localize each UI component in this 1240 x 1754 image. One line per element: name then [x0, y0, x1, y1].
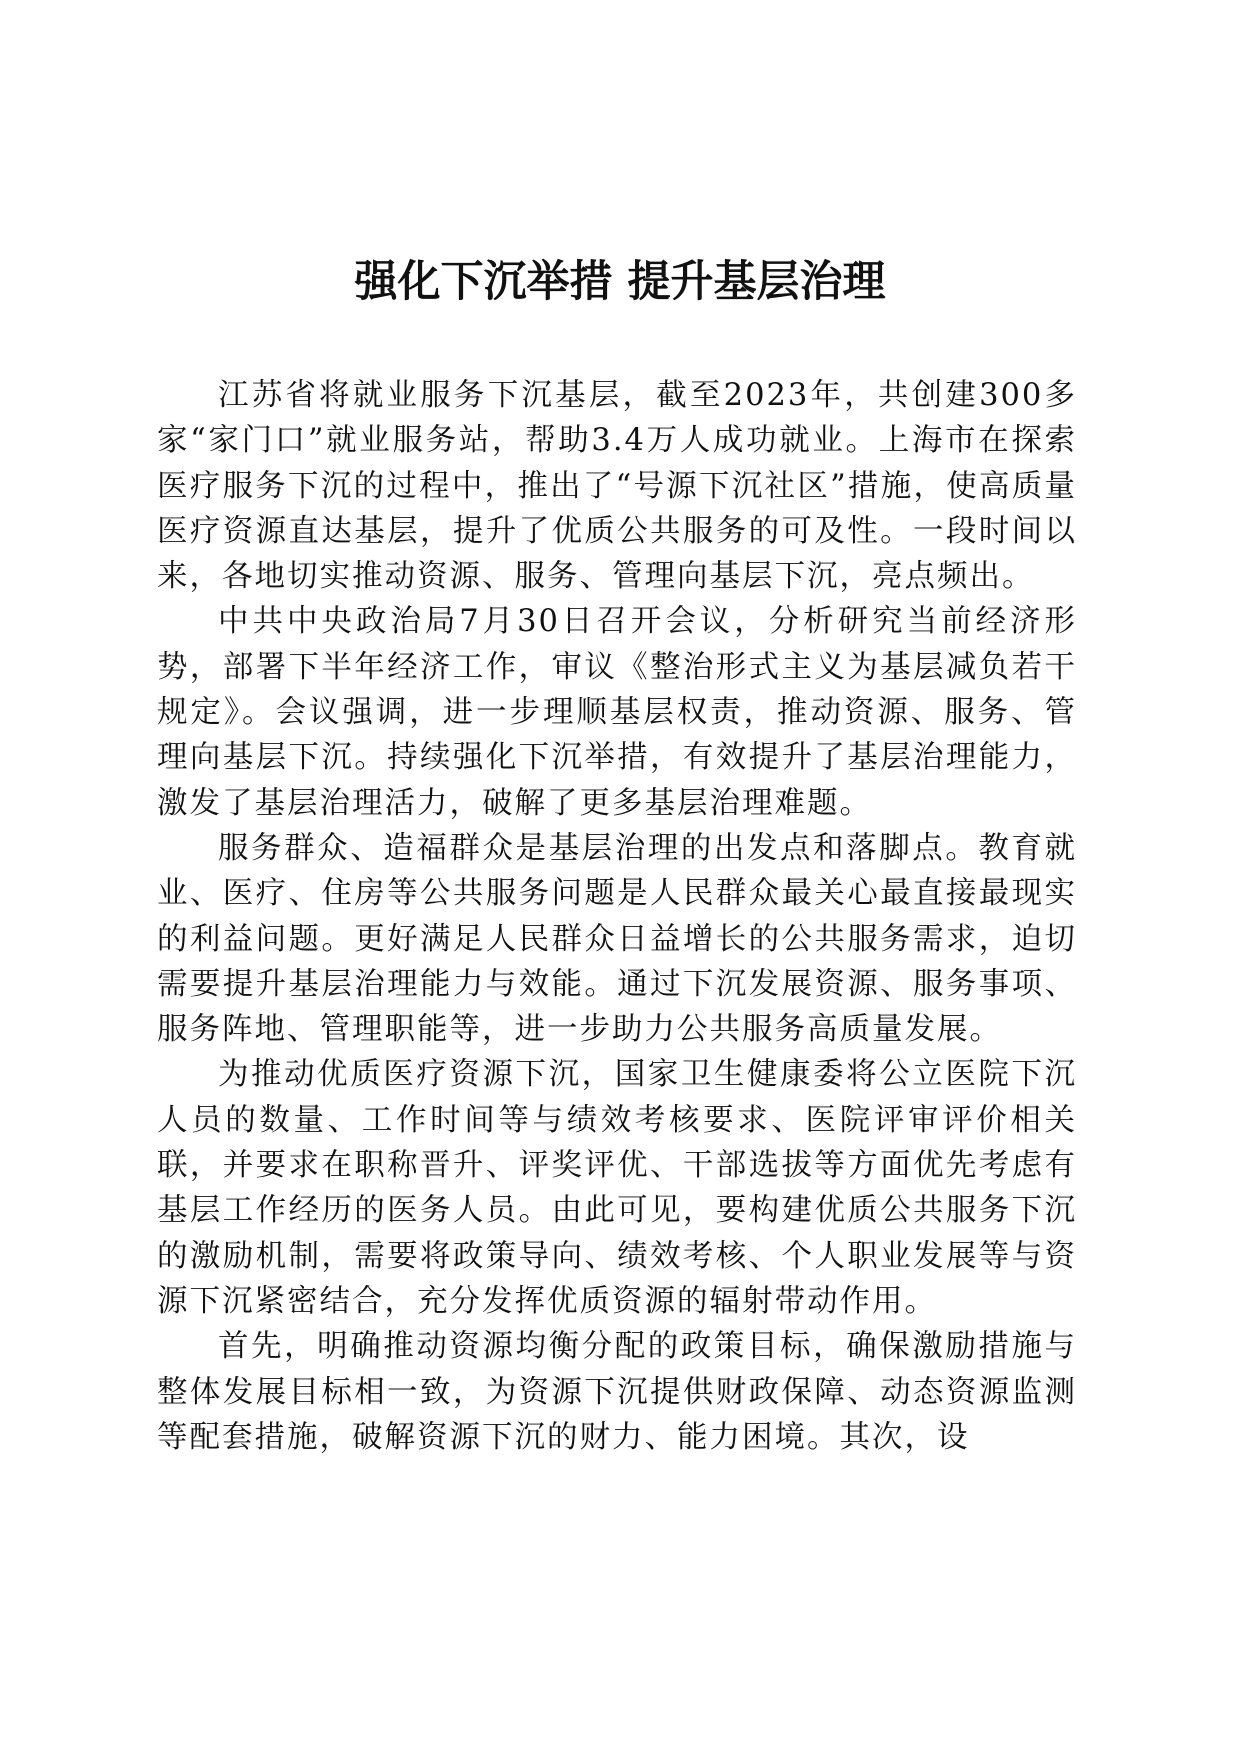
paragraph-4: 为推动优质医疗资源下沉，国家卫生健康委将公立医院下沉人员的数量、工作时间等与绩效考核要求、医院评审评价相关联，并要求在职称晋升、评奖评优、干部选拔等方面优先考虑有基层工作经历的医务人员。由此可见，要构建优质公共服务下沉的激励机制，需要将政策导向、绩效考核、个人职业发展等与资源下沉紧密结合，充分发挥优质资源的辐射带动作用。	[157, 1057, 1077, 1319]
paragraph-3: 服务群众、造福群众是基层治理的出发点和落脚点。教育就业、医疗、住房等公共服务问题是人民群众最关心最直接最现实的利益问题。更好满足人民群众日益增长的公共服务需求，迫切需要提升基层治理能力与效能。通过下沉发展资源、服务事项、服务阵地、管理职能等，进一步助力公共服务高质量发展。	[157, 830, 1077, 1048]
paragraph-2: 中共中央政治局7月30日召开会议，分析研究当前经济形势，部署下半年经济工作，审议《整治形式主义为基层减负若干规定》。会议强调，进一步理顺基层权责，推动资源、服务、管理向基层下沉。持续强化下沉举措，有效提升了基层治理能力，激发了基层治理活力，破解了更多基层治理难题。	[157, 604, 1077, 821]
document-body	[157, 373, 1077, 1460]
paragraph-1: 江苏省将就业服务下沉基层，截至2023年，共创建300多家“家门口”就业服务站，帮助3.4万人成功就业。上海市在探索医疗服务下沉的过程中，推出了“号源下沉社区”措施，使高质量医疗资源直达基层，提升了优质公共服务的可及性。一段时间以来，各地切实推动资源、服务、管理向基层下沉，亮点频出。	[157, 378, 1077, 595]
paragraph-5: 首先，明确推动资源均衡分配的政策目标，确保激励措施与整体发展目标相一致，为资源下沉提供财政保障、动态资源监测等配套措施，破解资源下沉的财力、能力困境。其次，设	[157, 1329, 1077, 1455]
document-title: 强化下沉举措 提升基层治理	[354, 257, 886, 307]
